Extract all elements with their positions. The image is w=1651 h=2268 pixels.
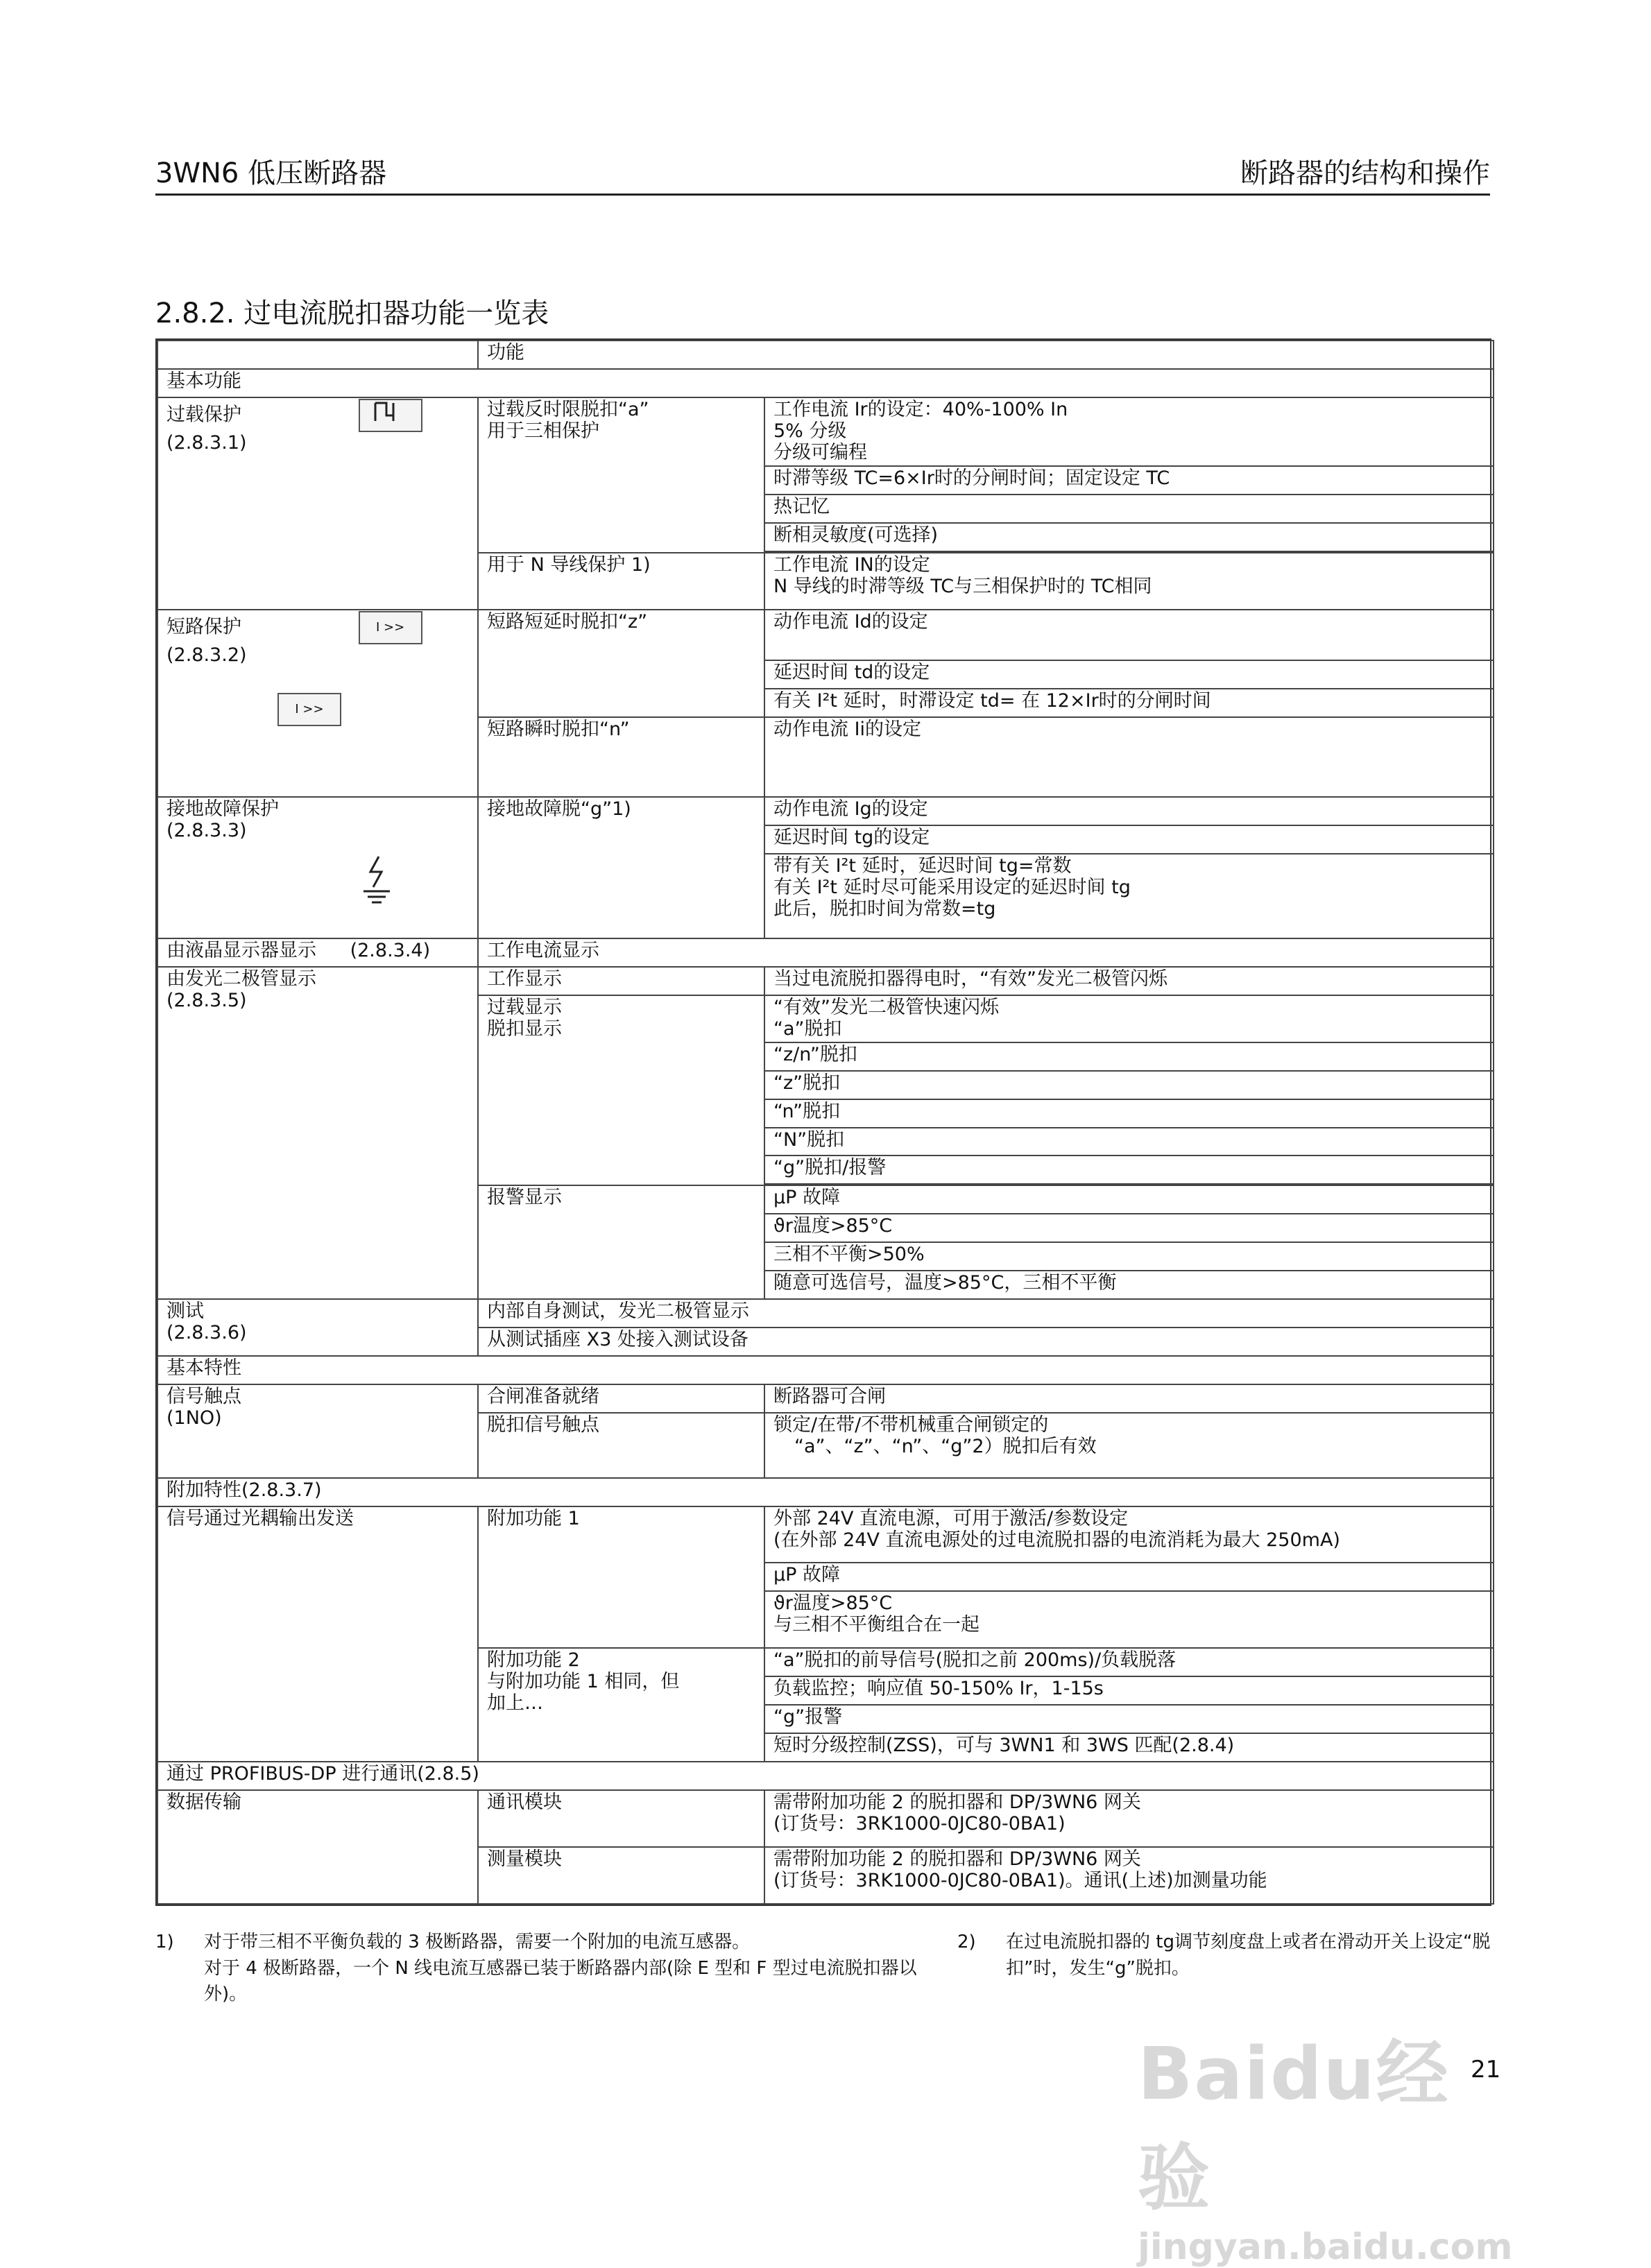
led-t4: “n”脱扣 bbox=[764, 1099, 1494, 1128]
data-meas: 测量模块 bbox=[478, 1847, 764, 1904]
opto-f1: 附加功能 1 bbox=[478, 1506, 764, 1649]
ground-set-rest: 带有关 I²t 延时，延迟时间 tg=常数 有关 I²t 延时尽可能采用设定的延迟时间 tg 此后，脱扣时间为常数=tg bbox=[764, 854, 1494, 939]
short-z-trip: 短路短延时脱扣“z” bbox=[478, 610, 764, 717]
page-number: 21 bbox=[1471, 2056, 1501, 2084]
header-rule bbox=[155, 194, 1490, 196]
overload-curve-icon bbox=[359, 399, 422, 432]
signal-trip: 脱扣信号触点 bbox=[478, 1413, 764, 1478]
led-op: 工作显示 bbox=[478, 967, 764, 995]
ground-g-trip: 接地故障脱“g”1) bbox=[478, 797, 764, 939]
data-label: 数据传输 bbox=[157, 1790, 478, 1904]
footnote-2 bbox=[957, 1930, 1498, 1982]
led-overload-trip: 过载显示 脱扣显示 bbox=[478, 995, 764, 1185]
short-z-set2: 延迟时间 td的设定 bbox=[764, 660, 1494, 689]
opto-f1-d45: ϑr温度>85°C 与三相不平衡组合在一起 bbox=[764, 1591, 1494, 1648]
ground-label: 接地故障保护 (2.8.3.3) bbox=[157, 797, 478, 939]
led-op-desc: 当过电流脱扣器得电时，“有效”发光二极管闪烁 bbox=[764, 967, 1494, 995]
footnote-2-mark: 2) bbox=[957, 1932, 976, 1952]
overload-n-settings: 工作电流 IN的设定 N 导线的时滞等级 TC与三相保护时的 TC相同 bbox=[764, 553, 1494, 610]
opto-f2: 附加功能 2 与附加功能 1 相同，但 加上… bbox=[478, 1648, 764, 1762]
section-row-extra: 附加特性(2.8.3.7) bbox=[157, 1478, 1494, 1506]
opto-f2-d4: 短时分级控制(ZSS)，可与 3WN1 和 3WS 匹配(2.8.4) bbox=[764, 1733, 1494, 1762]
instant-symbol-icon: I >> bbox=[277, 693, 341, 726]
overload-ref: (2.8.3.1) bbox=[166, 431, 247, 454]
footnote-1 bbox=[155, 1930, 932, 2008]
test-label: 测试 (2.8.3.6) bbox=[157, 1299, 478, 1356]
opto-f2-d2: 负载监控；响应值 50-150% Ir，1-15s bbox=[764, 1676, 1494, 1705]
section-title: 2.8.2. 过电流脱扣器功能一览表 bbox=[155, 298, 549, 329]
overload-label bbox=[157, 397, 478, 610]
led-t2: “z/n”脱扣 bbox=[764, 1042, 1494, 1071]
lcd-value: 工作电流显示 bbox=[478, 938, 1494, 967]
short-z-set3: 有关 I²t 延时，时滞设定 td= 在 12×Ir时的分闸时间 bbox=[764, 689, 1494, 717]
led-a2: ϑr温度>85°C bbox=[764, 1214, 1494, 1242]
led-t6: “g”脱扣/报警 bbox=[764, 1156, 1494, 1184]
doc-header-right: 断路器的结构和操作 bbox=[1240, 157, 1490, 189]
overload-phase-loss: 断相灵敏度(可选择) bbox=[764, 523, 1494, 551]
signal-label: 信号触点 (1NO) bbox=[157, 1384, 478, 1478]
opto-label: 信号通过光耦输出发送 bbox=[157, 1506, 478, 1762]
signal-trip-desc: 锁定/在带/不带机械重合闸锁定的 “a”、“z”、“n”、“g”2）脱扣后有效 bbox=[764, 1413, 1494, 1478]
led-ovl-desc: “有效”发光二极管快速闪烁 “a”脱扣 bbox=[764, 995, 1494, 1042]
overload-a-trip: 过载反时限脱扣“a” 用于三相保护 bbox=[478, 397, 764, 553]
watermark-logo: Baidu经验 bbox=[1138, 2031, 1450, 2220]
data-comm-desc: 需带附加功能 2 的脱扣器和 DP/3WN6 网关 (订货号：3RK1000-0JC80-0BA1) bbox=[764, 1790, 1494, 1847]
test-v2: 从测试插座 X3 处接入测试设备 bbox=[478, 1328, 1494, 1356]
short-delay-symbol-icon: I >> bbox=[359, 611, 422, 644]
led-alarm: 报警显示 bbox=[478, 1185, 764, 1299]
led-t3: “z”脱扣 bbox=[764, 1071, 1494, 1099]
footnote-1-mark: 1) bbox=[155, 1932, 174, 1952]
function-table bbox=[155, 338, 1491, 1906]
overload-n-trip: 用于 N 导线保护 1) bbox=[478, 553, 764, 610]
overload-thermal: 热记忆 bbox=[764, 495, 1494, 523]
footnote-2-text: 在过电流脱扣器的 tg调节刻度盘上或者在滑动开关上设定“脱扣”时，发生“g”脱扣。 bbox=[1006, 1932, 1491, 1979]
short-circuit-label: 短路保护 I >> (2.8.3.2) I >> bbox=[157, 610, 478, 797]
ground-set2: 延迟时间 tg的设定 bbox=[764, 825, 1494, 854]
led-t5: “N”脱扣 bbox=[764, 1128, 1494, 1156]
led-a4: 随意可选信号，温度>85°C，三相不平衡 bbox=[764, 1271, 1494, 1299]
overload-a-time: 时滞等级 TC=6×Ir时的分闸时间；固定设定 TC bbox=[764, 466, 1494, 495]
signal-ready-desc: 断路器可合闸 bbox=[764, 1384, 1494, 1413]
footnote-1-line2: 对于 4 极断路器，一个 N 线电流互感器已装于断路器内部(除 E 型和 F 型过电流脱扣器以外)。 bbox=[204, 1957, 917, 2005]
ground-set1: 动作电流 Ig的设定 bbox=[764, 797, 1494, 825]
opto-f2-d1: “a”脱扣的前导信号(脱扣之前 200ms)/负载脱落 bbox=[764, 1648, 1494, 1676]
opto-f2-d3: “g”报警 bbox=[764, 1705, 1494, 1733]
led-a3: 三相不平衡>50% bbox=[764, 1242, 1494, 1271]
test-v1: 内部自身测试，发光二极管显示 bbox=[478, 1299, 1494, 1328]
watermark bbox=[1138, 2016, 1513, 2268]
signal-ready: 合闸准备就绪 bbox=[478, 1384, 764, 1413]
section-row-basic-functions: 基本功能 bbox=[157, 369, 1494, 397]
col-header: 功能 bbox=[478, 341, 1494, 369]
earth-fault-icon bbox=[361, 855, 469, 910]
short-z-set1: 动作电流 Id的设定 bbox=[764, 610, 1494, 661]
led-a1: μP 故障 bbox=[764, 1185, 1494, 1214]
led-label: 由发光二极管显示 (2.8.3.5) bbox=[157, 967, 478, 1299]
data-meas-desc: 需带附加功能 2 的脱扣器和 DP/3WN6 网关 (订货号：3RK1000-0JC80-0BA1)。通讯(上述)加测量功能 bbox=[764, 1847, 1494, 1904]
lcd-label: 由液晶显示器显示 (2.8.3.4) bbox=[157, 938, 478, 967]
data-comm: 通讯模块 bbox=[478, 1790, 764, 1847]
opto-f1-d12: 外部 24V 直流电源，可用于激活/参数设定 (在外部 24V 直流电源处的过电流脱扣器的电流消耗为最大 250mA) bbox=[764, 1506, 1494, 1563]
short-n-trip: 短路瞬时脱扣“n” bbox=[478, 717, 764, 797]
section-row-basic-chars: 基本特性 bbox=[157, 1356, 1494, 1384]
watermark-url: jingyan.baidu.com bbox=[1138, 2226, 1513, 2268]
short-n-set: 动作电流 Ii的设定 bbox=[764, 717, 1494, 797]
overload-a-settings: 工作电流 Ir的设定：40%-100% In 5% 分级 分级可编程 bbox=[764, 397, 1494, 466]
footnote-1-line1: 对于带三相不平衡负载的 3 极断路器，需要一个附加的电流互感器。 bbox=[204, 1932, 751, 1952]
opto-f1-d3: μP 故障 bbox=[764, 1563, 1494, 1591]
section-row-profibus: 通过 PROFIBUS-DP 进行通讯(2.8.5) bbox=[157, 1762, 1494, 1790]
overload-name: 过载保护 bbox=[166, 404, 241, 426]
doc-header-left: 3WN6 低压断路器 bbox=[155, 157, 387, 189]
